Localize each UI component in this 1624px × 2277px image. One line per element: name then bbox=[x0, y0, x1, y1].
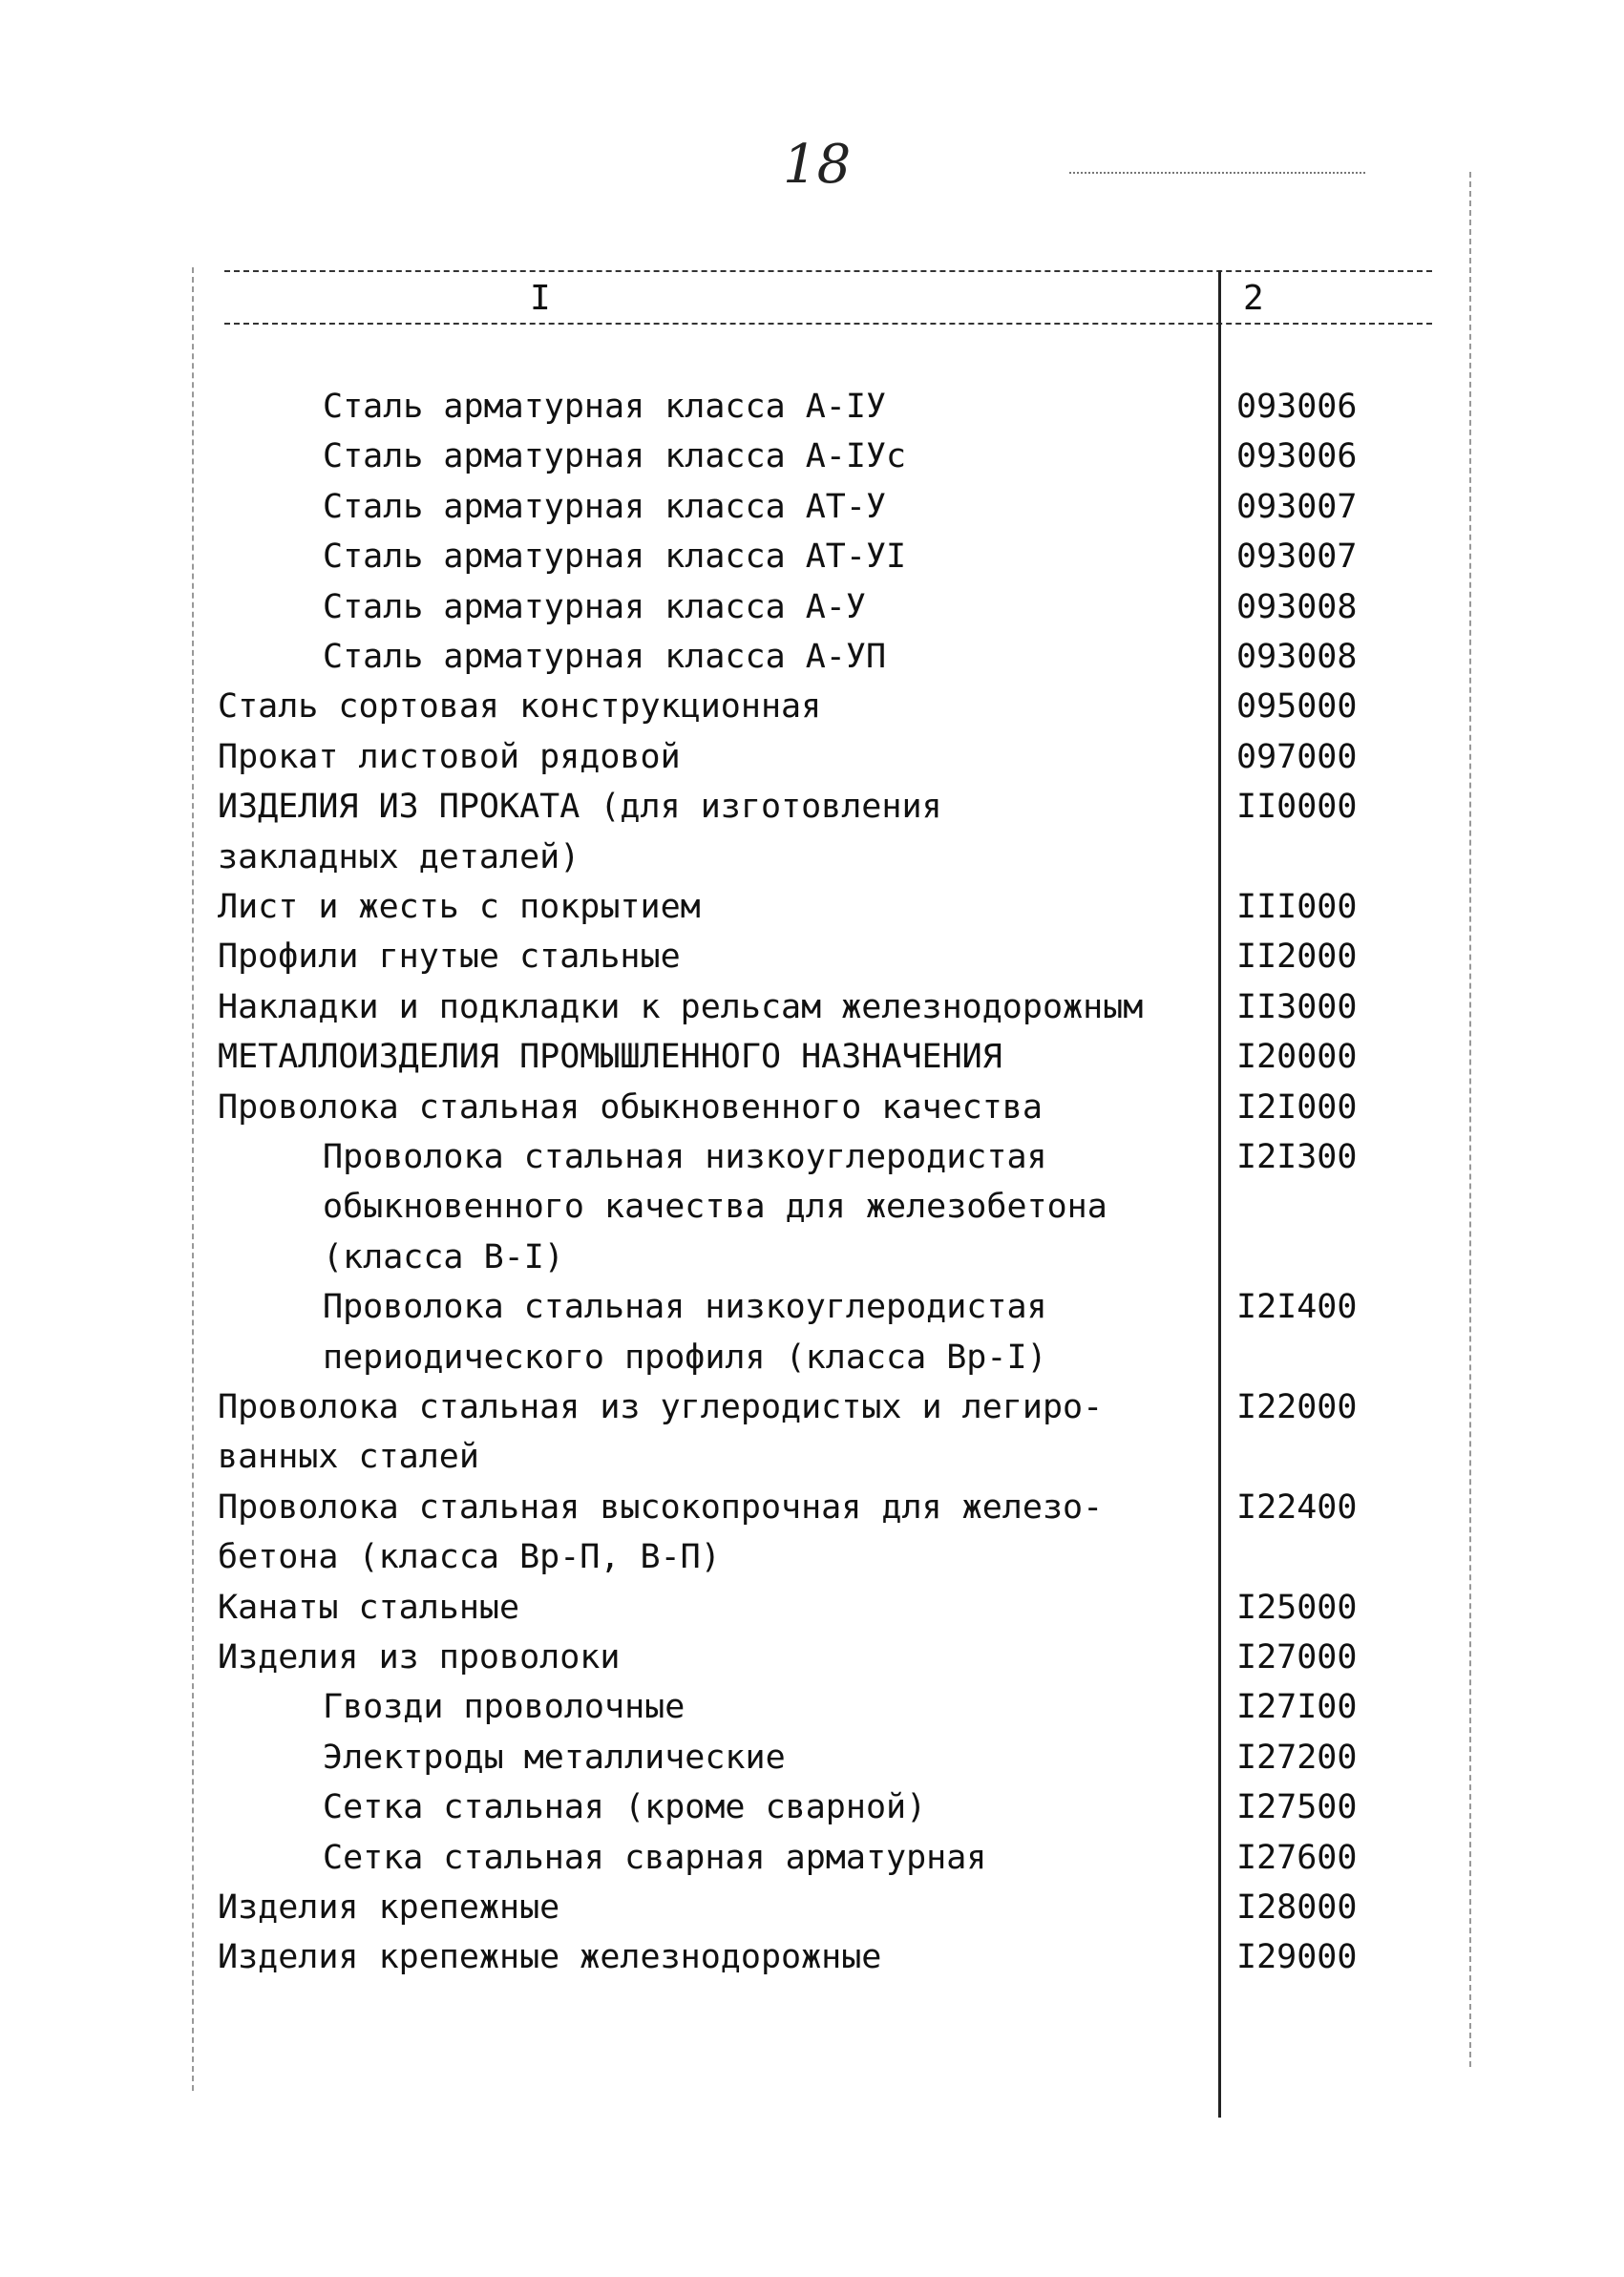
item-name: Проволока стальная низкоуглеродистая bbox=[323, 1138, 1047, 1176]
table-row bbox=[0, 432, 1624, 481]
table-row bbox=[0, 1282, 1624, 1382]
table-row bbox=[0, 1733, 1624, 1782]
item-name: обыкновенного качества для железобетона bbox=[323, 1188, 1107, 1227]
item-name: Сталь сортовая конструкционная bbox=[218, 687, 822, 727]
item-name: Гвозди проволочные bbox=[323, 1688, 685, 1727]
table-row bbox=[0, 532, 1624, 581]
item-code: I22400 bbox=[1236, 1487, 1358, 1527]
table-row bbox=[0, 782, 1624, 882]
table-row bbox=[0, 882, 1624, 932]
table-row bbox=[0, 1633, 1624, 1682]
item-code: I28000 bbox=[1236, 1888, 1358, 1927]
item-name: Прокат листовой рядовой bbox=[218, 737, 681, 776]
table-row bbox=[0, 1833, 1624, 1883]
item-name: Изделия крепежные железнодорожные bbox=[218, 1938, 882, 1977]
table-row bbox=[0, 1032, 1624, 1082]
item-name: Сталь арматурная класса АТ-У bbox=[323, 487, 887, 526]
item-name: Профили гнутые стальные bbox=[218, 938, 681, 977]
item-name: Сетка стальная (кроме сварной) bbox=[323, 1788, 927, 1827]
table-row bbox=[0, 1932, 1624, 1982]
item-name: Канаты стальные bbox=[218, 1588, 520, 1627]
item-name: Сталь арматурная класса А-IУ bbox=[323, 388, 887, 426]
item-code: 093008 bbox=[1236, 587, 1358, 626]
item-code: I20000 bbox=[1236, 1038, 1358, 1077]
item-code: 093006 bbox=[1236, 437, 1358, 476]
item-code: 093007 bbox=[1236, 487, 1358, 526]
table-row bbox=[0, 1382, 1624, 1483]
table-row bbox=[0, 1883, 1624, 1932]
item-name: Лист и жесть с покрытием bbox=[218, 888, 701, 926]
item-name: Сталь арматурная класса А-IУс bbox=[323, 437, 907, 476]
table-row bbox=[0, 632, 1624, 682]
item-name: МЕТАЛЛОИЗДЕЛИЯ ПРОМЫШЛЕННОГО НАЗНАЧЕНИЯ bbox=[218, 1038, 1002, 1077]
item-code: 093008 bbox=[1236, 638, 1358, 676]
item-code: 095000 bbox=[1236, 687, 1358, 727]
item-code: II3000 bbox=[1236, 987, 1358, 1026]
item-code: I25000 bbox=[1236, 1588, 1358, 1627]
item-name: ванных сталей bbox=[218, 1438, 479, 1477]
item-code: I27600 bbox=[1236, 1838, 1358, 1877]
table-row bbox=[0, 1682, 1624, 1732]
item-name: Сталь арматурная класса А-УП bbox=[323, 638, 887, 676]
table-row bbox=[0, 1483, 1624, 1583]
item-code: 093007 bbox=[1236, 538, 1358, 577]
item-name: Проволока стальная низкоуглеродистая bbox=[323, 1288, 1047, 1327]
item-name: закладных деталей) bbox=[218, 837, 580, 876]
item-name: периодического профиля (класса Вр-I) bbox=[323, 1338, 1047, 1377]
item-code: III000 bbox=[1236, 888, 1358, 926]
column-header-1: I bbox=[530, 279, 551, 318]
item-code: I22000 bbox=[1236, 1388, 1358, 1426]
item-code: 097000 bbox=[1236, 737, 1358, 776]
table-row bbox=[0, 482, 1624, 532]
item-name: Сталь арматурная класса АТ-УI bbox=[323, 538, 907, 577]
table-row bbox=[0, 682, 1624, 731]
item-name: Сетка стальная сварная арматурная bbox=[323, 1838, 987, 1877]
item-code: I27500 bbox=[1236, 1788, 1358, 1827]
item-code: I2I400 bbox=[1236, 1288, 1358, 1327]
item-name: Проволока стальная высокопрочная для железо- bbox=[218, 1487, 1104, 1527]
table-row bbox=[0, 1132, 1624, 1282]
item-code: I27200 bbox=[1236, 1738, 1358, 1777]
page-number: 18 bbox=[783, 134, 852, 196]
item-code: I27I00 bbox=[1236, 1688, 1358, 1727]
item-code: 093006 bbox=[1236, 388, 1358, 426]
item-name: Проволока стальная из углеродистых и легиро- bbox=[218, 1388, 1104, 1426]
table-row bbox=[0, 1083, 1624, 1132]
column-header-2: 2 bbox=[1243, 279, 1264, 318]
table-row bbox=[0, 932, 1624, 981]
table-row bbox=[0, 1782, 1624, 1832]
item-name: Сталь арматурная класса А-У bbox=[323, 587, 866, 626]
item-name: Изделия крепежные bbox=[218, 1888, 560, 1927]
header-bottom-rule bbox=[224, 323, 1432, 325]
item-code: I2I300 bbox=[1236, 1138, 1358, 1176]
table-row bbox=[0, 732, 1624, 782]
table-row bbox=[0, 982, 1624, 1032]
item-code: II0000 bbox=[1236, 788, 1358, 827]
header-dash-rule bbox=[1069, 172, 1365, 174]
item-name: ИЗДЕЛИЯ ИЗ ПРОКАТА (для изготовления bbox=[218, 788, 942, 827]
item-code: II2000 bbox=[1236, 938, 1358, 977]
table-row bbox=[0, 582, 1624, 632]
item-name: Изделия из проволоки bbox=[218, 1638, 621, 1676]
item-name: (класса В-I) bbox=[323, 1237, 564, 1276]
item-code: I2I000 bbox=[1236, 1087, 1358, 1127]
item-name: Электроды металлические bbox=[323, 1738, 786, 1777]
table-top-rule bbox=[224, 270, 1432, 272]
item-name: бетона (класса Вр-П, В-П) bbox=[218, 1538, 721, 1577]
item-name: Накладки и подкладки к рельсам железнодорожным bbox=[218, 987, 1144, 1026]
table-row bbox=[0, 1583, 1624, 1633]
item-code: I29000 bbox=[1236, 1938, 1358, 1977]
table-row bbox=[0, 382, 1624, 432]
item-name: Проволока стальная обыкновенного качества bbox=[218, 1087, 1043, 1127]
item-code: I27000 bbox=[1236, 1638, 1358, 1676]
